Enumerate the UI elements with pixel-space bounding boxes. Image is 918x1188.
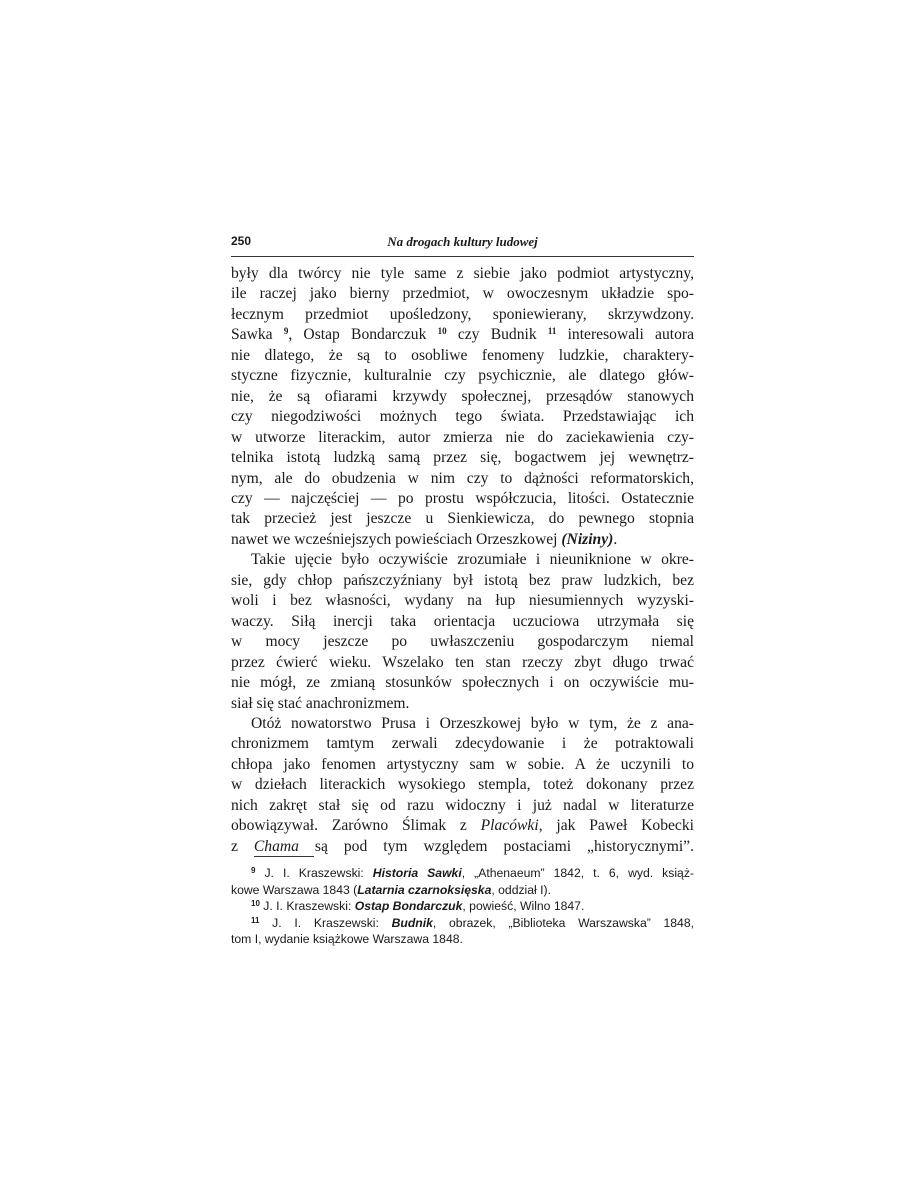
paragraph-1: [231, 264, 694, 550]
text-line: czy niegodziwości możnych tego świata. Przedstawiając ich: [231, 408, 694, 426]
footnote-line: [231, 882, 694, 899]
text-line: Takie ujęcie było oczywiście zrozumiałe i nieuniknione w okre-: [251, 551, 694, 569]
footnote-line: [231, 898, 694, 915]
text-line: [231, 530, 694, 550]
text-line: woli i bez własności, wydany na łup niesumiennych wyzyski-: [231, 592, 694, 610]
text-line: nie, że są ofiarami krzywdy społecznej, przesądów stanowych: [231, 387, 694, 405]
text-line: w utworze literackim, autor zmierza nie do zaciekawienia czy-: [231, 428, 694, 446]
footnote-ref-10: 10: [437, 326, 447, 337]
text-run: .: [613, 530, 618, 548]
footnote-ref-9: 9: [283, 326, 289, 337]
text-run: z: [231, 837, 254, 855]
text-line: [231, 816, 694, 836]
text-run: są pod tym względem postaciami „historycznymi”.: [298, 837, 694, 855]
footnote-11: [231, 915, 694, 948]
text-run: , oddział I).: [491, 882, 551, 897]
text-run: obowiązywał. Zarówno Ślimak z: [231, 817, 481, 835]
text-line: [231, 325, 694, 345]
body-text: [231, 264, 694, 857]
text-line: w mocy jeszcze po uwłaszczeniu gospodarczym niemal: [231, 633, 694, 651]
title-historia-sawki: Historia Sawki: [372, 866, 462, 880]
footnote-number: 10: [251, 899, 260, 909]
text-line: przez ćwierć wieku. Wszelako ten stan rzeczy zbyt długo trwać: [231, 653, 694, 671]
text-line: w dziełach literackich wysokiego stempla, toteż dokonany przez: [231, 776, 694, 794]
text-line: tak przecież jest jeszcze u Sienkiewicza, do pewnego stopnia: [231, 510, 694, 528]
running-title: Na drogach kultury ludowej: [387, 234, 538, 249]
page-number: 250: [231, 234, 252, 248]
text-line: styczne fizycznie, kulturalnie czy psychicznie, ale dlatego głów-: [231, 367, 694, 385]
title-chama: Chama: [253, 837, 299, 855]
text-line: [231, 837, 694, 857]
text-line: telnika istotą ludzką samą przez się, bogactwem jej wewnętrz-: [231, 449, 694, 467]
text-line: nie dlatego, że są to osobliwe fenomeny ludzkie, charaktery-: [231, 346, 694, 364]
text-run: , obrazek, „Biblioteka Warszawska” 1848,: [432, 915, 694, 930]
text-line: były dla twórcy nie tyle same z siebie jako podmiot artystyczny,: [231, 265, 694, 282]
footnote-line: tom I, wydanie książkowe Warszawa 1848.: [231, 932, 463, 947]
text-run: J. I. Kraszewski:: [259, 915, 392, 930]
paragraph-3: [231, 714, 694, 857]
text-run: , jak Paweł Kobecki: [538, 817, 694, 835]
text-line: czy — najczęściej — po prostu współczucia, litości. Ostatecznie: [231, 489, 694, 507]
title-budnik: Budnik: [391, 915, 433, 930]
text-line: chłopa jako fenomen artystyczny sam w sobie. A że uczynili to: [231, 755, 694, 773]
text-run: czy Budnik: [446, 326, 548, 344]
footnote-number: 11: [251, 915, 260, 925]
text-run: , Ostap Bondarczuk: [288, 326, 438, 344]
footnote-9: [231, 865, 694, 898]
text-line: chronizmem tamtym zerwali zdecydowanie i że potraktowali: [231, 735, 694, 753]
footnote-ref-11: 11: [547, 326, 557, 337]
footnote-rule: [254, 856, 314, 857]
text-line: sie, gdy chłop pańszczyźniany był istotą bez praw ludzkich, bez: [231, 571, 694, 589]
text-line: nie mógł, ze zmianą stosunków społecznych i on oczywiście mu-: [231, 674, 694, 692]
text-run: nawet we wcześniejszych powieściach Orzeszkowej: [231, 530, 562, 548]
text-line: siał się stać anachronizmem.: [231, 694, 410, 712]
running-head: [231, 234, 694, 252]
text-run: , „Athenaeum” 1842, t. 6, wyd. książ-: [461, 866, 694, 880]
text-run: J. I. Kraszewski:: [259, 899, 355, 914]
text-line: nich zakręt stał się od razu widoczny i już nadal w literaturze: [231, 796, 694, 814]
text-run: interesowali autora: [556, 326, 694, 344]
text-line: waczy. Siłą inercji taka orientacja uczuciowa utrzymała się: [231, 612, 694, 630]
text-line: nym, ale do obudzenia w nim czy to dążności reformatorskich,: [231, 469, 694, 487]
paragraph-2: [231, 550, 694, 714]
title-niziny: (Niziny): [561, 530, 614, 548]
footnote-number: 9: [251, 866, 256, 875]
title-latarnia: Latarnia czarnoksięska: [357, 882, 492, 897]
title-placowki: Placówki: [480, 817, 539, 835]
header-rule: [231, 256, 694, 257]
footnote-10: [231, 898, 694, 915]
footnote-line: [231, 915, 694, 932]
text-run: J. I. Kraszewski:: [255, 866, 373, 880]
text-line: łecznym przedmiot upośledzony, sponiewierany, skrzywdzony.: [231, 305, 694, 323]
text-line: Otóż nowatorstwo Prusa i Orzeszkowej było w tym, że z ana-: [251, 714, 694, 732]
text-run: kowe Warszawa 1843 (: [231, 882, 358, 897]
title-ostap-bondarczuk: Ostap Bondarczuk: [354, 899, 463, 914]
footnotes: [231, 865, 694, 948]
text-line: ile raczej jako bierny przedmiot, w owoczesnym układzie spo-: [231, 285, 694, 303]
text-run: Sawka: [231, 326, 284, 344]
footnote-line: [231, 865, 694, 882]
text-run: , powieść, Wilno 1847.: [462, 899, 585, 914]
